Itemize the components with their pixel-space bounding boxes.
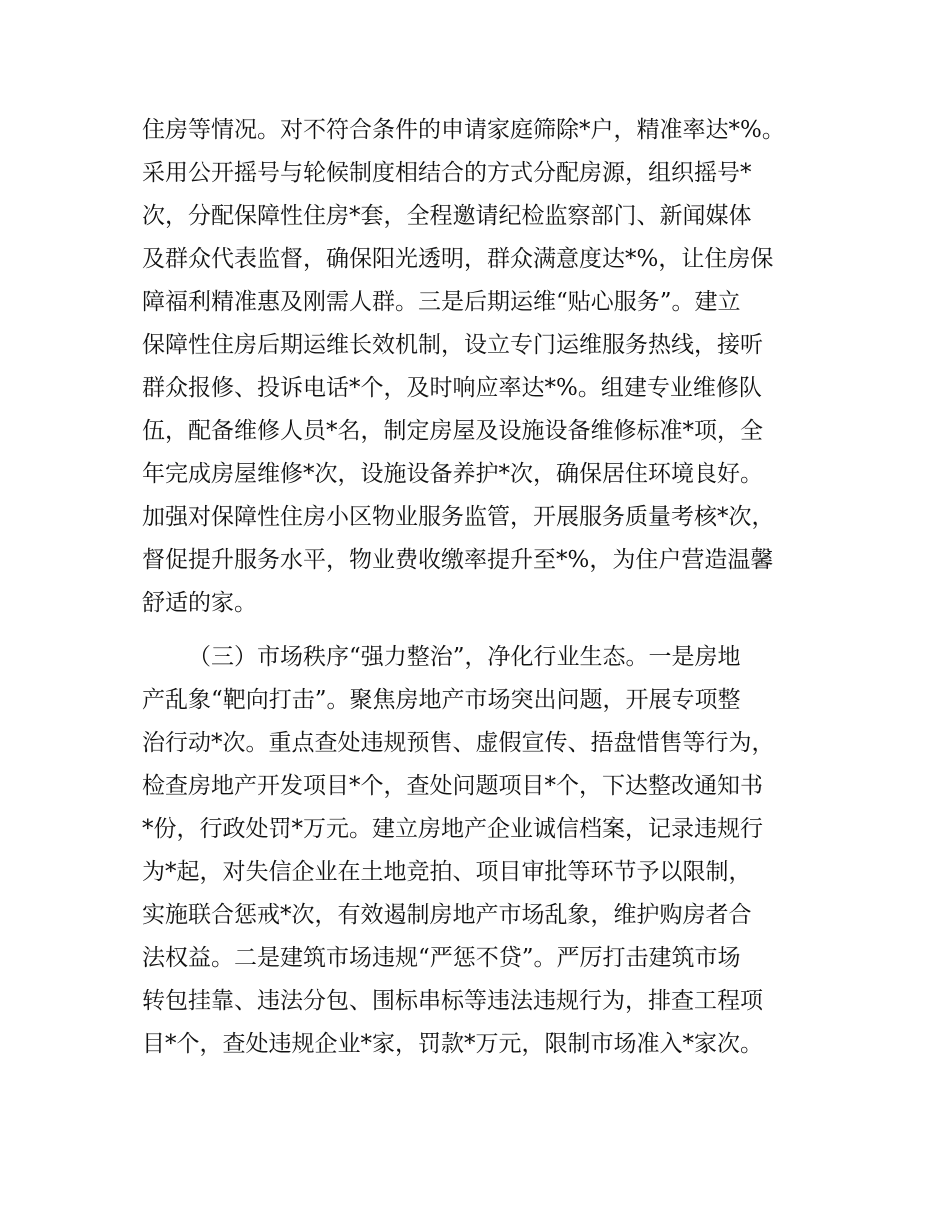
text-line: 转包挂靠、违法分包、围标串标等违法违规行为，排查工程项: [142, 988, 763, 1014]
text-line: 舒适的家。: [142, 590, 257, 616]
text-line: 年完成房屋维修*次，设施设备养护*次，确保居住环境良好。: [142, 461, 763, 487]
text-line: 督促提升服务水平，物业费收缴率提升至*%，为住户营造温馨: [142, 547, 774, 573]
text-line: 产乱象“靶向打击”。聚焦房地产市场突出问题，开展专项整: [142, 687, 741, 713]
section-heading-line: （三）市场秩序“强力整治”，净化行业生态。一是房地: [188, 644, 741, 670]
text-line: 群众报修、投诉电话*个，及时响应率达*%。组建专业维修队: [142, 375, 762, 401]
text-line: 采用公开摇号与轮候制度相结合的方式分配房源，组织摇号*: [142, 160, 752, 186]
text-line: 及群众代表监督，确保阳光透明，群众满意度达*%，让住房保: [142, 246, 774, 272]
text-line: 法权益。二是建筑市场违规“严惩不贷”。严厉打击建筑市场: [142, 945, 741, 971]
text-line: 次，分配保障性住房*套，全程邀请纪检监察部门、新闻媒体: [142, 203, 752, 229]
text-line: 治行动*次。重点查处违规预售、虚假宣传、捂盘惜售等行为，: [142, 730, 775, 756]
text-line: 保障性住房后期运维长效机制，设立专门运维服务热线，接听: [142, 332, 763, 358]
text-line: 障福利精准惠及刚需人群。三是后期运维“贴心服务”。建立: [142, 289, 741, 315]
text-line: *份，行政处罚*万元。建立房地产企业诚信档案，记录违规行: [142, 816, 763, 842]
text-line: 实施联合惩戒*次，有效遏制房地产市场乱象，维护购房者合: [142, 902, 752, 928]
text-line: 伍，配备维修人员*名，制定房屋及设施设备维修标准*项，全: [142, 418, 763, 444]
text-line: 检查房地产开发项目*个，查处问题项目*个，下达整改通知书: [142, 773, 763, 799]
text-line: 为*起，对失信企业在土地竞拍、项目审批等环节予以限制，: [142, 859, 752, 885]
text-line: 目*个，查处违规企业*家，罚款*万元，限制市场准入*家次。: [142, 1031, 763, 1057]
text-line: 住房等情况。对不符合条件的申请家庭筛除*户，精准率达*%。: [142, 117, 785, 143]
text-line: 加强对保障性住房小区物业服务监管，开展服务质量考核*次，: [142, 504, 775, 530]
